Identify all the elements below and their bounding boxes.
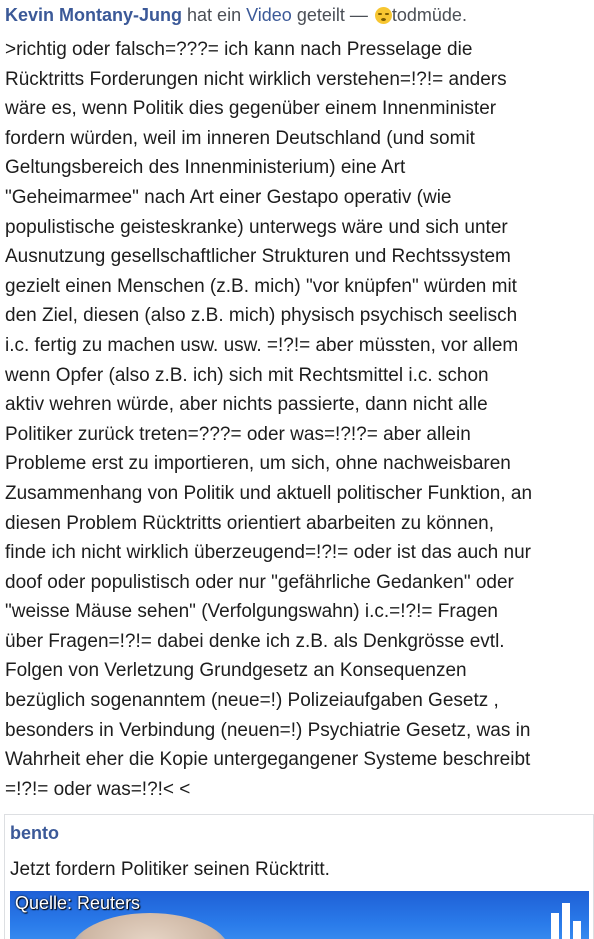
post-header bbox=[5, 2, 590, 28]
action-text-2: geteilt — bbox=[296, 5, 368, 25]
author-name-link[interactable]: Kevin Montany-Jung bbox=[5, 5, 183, 25]
feeling-text: todmüde. bbox=[391, 5, 467, 25]
video-link[interactable]: Video bbox=[246, 5, 292, 25]
image-source-caption: Quelle: Reuters bbox=[15, 893, 141, 913]
thumbnail-face bbox=[70, 913, 230, 939]
action-text: hat ein bbox=[187, 5, 242, 25]
shared-link-card[interactable] bbox=[4, 814, 594, 939]
bento-logo-icon bbox=[551, 903, 581, 939]
post-text: >richtig oder falsch=???= ich kann nach Presselage die Rücktritts Forderungen nicht wirklich verstehen=!?!= anders wäre es, wenn Politik dies gegenüber einem Innenminister fordern würden, weil im inneren Deutschland (und somit Geltungsbereich des Innenministerium) eine Art "Geheimarmee" nach Art einer Gestapo operativ (wie populistische geisteskranke) unterwegs wäre und sich unter Ausnutzung gesellschaftlicher Strukturen und Rechtssystem gezielt einen Menschen (z.B. mich) "vor knüpfen" würden mit den Ziel, diesen (also z.B. mich) physisch psychisch seelisch i.c. fertig zu machen usw. usw. =!?!= aber müssten, vor allem wenn Opfer (also z.B. ich) sich mit Rechtsmittel i.c. schon aktiv wehren würde, aber nichts passierte, dann nicht alle Politiker zurück treten=???= oder was=!?!?= aber allein Probleme erst zu importieren, um sich, ohne nachweisbaren Zusammenhang von Politik und aktuell politischer Funktion, an diesen Problem Rücktritts orientiert abarbeiten zu können, finde ich nicht wirklich überzeugend=!?!= oder ist das auch nur doof oder populistisch oder nur "gefährliche Gedanken" oder "weisse Mäuse sehen" (Verfolgungswahn) i.c.=!?!= Fragen über Fragen=!?!= dabei denke ich z.B. als Denkgrösse evtl. Folgen von Verletzung Grundgesetz an Konsequenzen bezüglich sogenanntem (neue=!) Polizeiaufgaben Gesetz , besonders in Verbindung (neuen=!) Psychiatrie Gesetz, was in Wahrheit eher die Kopie untergegangener Systeme beschreibt =!?!= oder was=!?!< < bbox=[5, 39, 533, 800]
card-source-name[interactable]: bento bbox=[10, 823, 59, 843]
video-thumbnail[interactable] bbox=[10, 891, 589, 939]
card-headline: Jetzt fordern Politiker seinen Rücktritt. bbox=[10, 859, 330, 880]
sleepy-face-emoji-icon bbox=[375, 7, 392, 24]
